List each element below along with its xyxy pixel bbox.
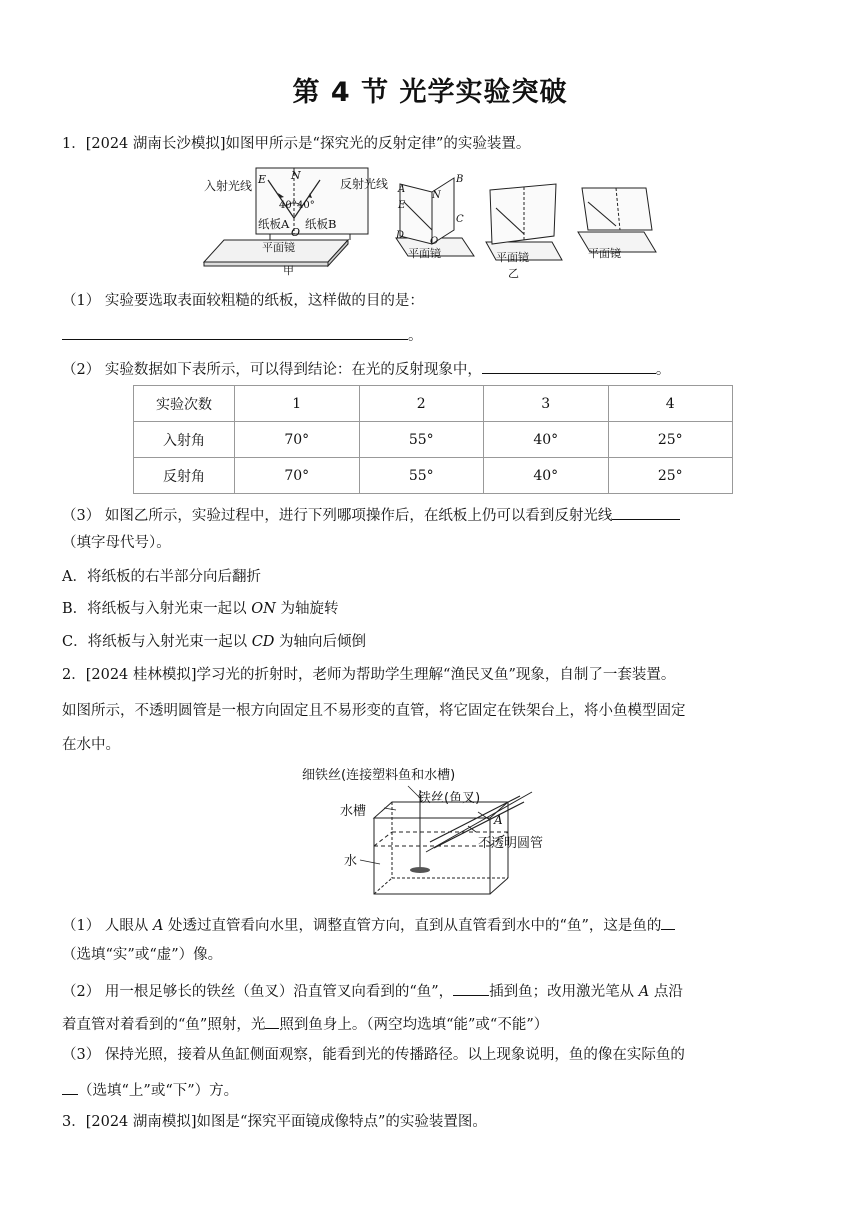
q2-part2-var: A xyxy=(638,984,650,1000)
q2-part2-line-2 xyxy=(62,1012,548,1035)
q2-part1-b: 处透过直管看向水里，调整直管方向，直到从直管看到水中的“鱼”，这是鱼的 xyxy=(163,918,662,934)
table-cell: 2 xyxy=(359,386,484,422)
q1-part2-end: 。 xyxy=(655,362,671,378)
q2-part2: （2） 用一根足够长的铁丝（鱼叉）沿直管叉向看到的“鱼”， xyxy=(62,984,454,1000)
label-tube: 不透明圆管 xyxy=(478,836,544,851)
table-cell: 70° xyxy=(235,458,360,494)
q2-part1-blank[interactable] xyxy=(661,913,675,930)
q2-part2-blank-2[interactable] xyxy=(265,1012,279,1029)
page-title: 第 4 节 光学实验突破 xyxy=(292,77,568,108)
yi-label-e: E xyxy=(398,200,406,211)
label-o: O xyxy=(291,226,301,239)
caption-jia: 甲 xyxy=(283,264,294,277)
label-tank: 水槽 xyxy=(340,804,367,819)
q1-part3-line xyxy=(62,503,680,526)
q1-part2: （2） 实验数据如下表所示，可以得到结论：在光的反射现象中， xyxy=(62,362,482,378)
table-row xyxy=(134,458,733,494)
table-cell: 55° xyxy=(359,422,484,458)
label-thin-wire: 细铁丝(连接塑料鱼和水槽) xyxy=(302,768,456,783)
q2-part1: （1） 人眼从 xyxy=(62,918,153,934)
table-cell: 25° xyxy=(608,458,733,494)
q2-part1-var: A xyxy=(152,918,164,934)
q1-part2-blank[interactable] xyxy=(482,357,656,374)
q1-stem: 1．[2024 湖南长沙模拟]如图甲所示是“探究光的反射定律”的实验装置。 xyxy=(62,136,531,152)
q2-part2-line xyxy=(62,979,683,1002)
q3-stem: 3．[2024 湖南模拟]如图是“探究平面镜成像特点”的实验装置图。 xyxy=(62,1114,487,1130)
yi-label-mirror: 平面镜 xyxy=(408,247,441,260)
yi-label-o: O xyxy=(430,236,439,247)
table-header-row xyxy=(134,386,733,422)
q2-part1-hint: （选填“实”或“虚”）像。 xyxy=(62,947,223,963)
label-incident-ray: 入射光线 xyxy=(204,179,253,193)
table-cell: 55° xyxy=(359,458,484,494)
q1-option-c-end: 为轴向后倾倒 xyxy=(274,634,367,650)
q2-part2-d: 着直管对着看到的“鱼”照射，光 xyxy=(62,1017,266,1033)
q1-option-b-text: B．将纸板与入射光束一起以 xyxy=(62,601,252,617)
yi-label-mirror-2: 平面镜 xyxy=(496,251,529,264)
yi-label-n: N xyxy=(432,190,441,201)
label-board-a: 纸板A xyxy=(258,217,290,231)
table-cell: 4 xyxy=(608,386,733,422)
table-cell: 反射角 xyxy=(134,458,235,494)
table-cell: 1 xyxy=(235,386,360,422)
label-board-b: 纸板B xyxy=(305,217,337,231)
q2-part3-blank[interactable] xyxy=(62,1078,78,1095)
q1-part3-blank[interactable] xyxy=(612,503,680,520)
label-angle-reflected: 40° xyxy=(297,200,315,211)
yi-label-b: B xyxy=(456,174,464,185)
q1-part2-line xyxy=(62,357,670,380)
table-cell: 实验次数 xyxy=(134,386,235,422)
reflection-data-table xyxy=(133,385,733,494)
q1-part1: （1） 实验要选取表面较粗糙的纸板，这样做的目的是： xyxy=(62,293,424,309)
label-e: E xyxy=(258,173,267,186)
table-row xyxy=(134,422,733,458)
q2-stem-3: 在水中。 xyxy=(62,737,120,753)
q1-part3: （3） 如图乙所示，实验过程中，进行下列哪项操作后，在纸板上仍可以看到反射光线 xyxy=(62,508,613,524)
q2-part2-c: 点沿 xyxy=(649,984,683,1000)
q2-part3: （3） 保持光照，接着从鱼缸侧面观察，能看到光的传播路径。以上现象说明，鱼的像在实际鱼的 xyxy=(62,1047,685,1063)
label-mirror-jia: 平面镜 xyxy=(262,241,295,254)
yi-label-d: D xyxy=(396,230,405,241)
table-cell: 40° xyxy=(484,458,609,494)
q2-part3-b: （选填“上”或“下”）方。 xyxy=(78,1083,239,1099)
q2-part2-e: 照到鱼身上。（两空均选填“能”或“不能”） xyxy=(279,1017,549,1033)
label-angle-incident: 40° xyxy=(279,200,297,211)
table-cell: 40° xyxy=(484,422,609,458)
q1-part1-blank-line xyxy=(62,323,423,346)
q1-part3-hint: （填字母代号）。 xyxy=(62,535,171,551)
q1-part1-blank[interactable] xyxy=(62,323,408,340)
yi-label-mirror-3: 平面镜 xyxy=(588,247,621,260)
label-point-a: A xyxy=(494,813,503,827)
label-water: 水 xyxy=(344,854,358,869)
table-cell: 3 xyxy=(484,386,609,422)
q1-option-a: A．将纸板的右半部分向后翻折 xyxy=(62,569,261,585)
q2-stem-1: 2．[2024 桂林模拟]学习光的折射时，老师为帮助学生理解“渔民叉鱼”现象，自制了一套装置。 xyxy=(62,667,676,683)
yi-label-a: A xyxy=(398,184,406,195)
q2-part3-line-2 xyxy=(62,1078,238,1101)
q1-part1-end: 。 xyxy=(408,328,423,344)
yi-label-c: C xyxy=(456,214,464,225)
caption-yi: 乙 xyxy=(508,267,519,280)
table-cell: 入射角 xyxy=(134,422,235,458)
q1-option-c-var: CD xyxy=(251,634,275,650)
q2-part1-line xyxy=(62,913,675,936)
label-n: N xyxy=(291,169,301,182)
q2-part2-blank-1[interactable] xyxy=(453,979,489,996)
q1-option-b-end: 为轴旋转 xyxy=(275,601,339,617)
q1-option-b-var: ON xyxy=(251,601,276,617)
label-reflected-ray: 反射光线 xyxy=(340,177,389,191)
q1-option-c-text: C．将纸板与入射光束一起以 xyxy=(62,634,252,650)
table-cell: 25° xyxy=(608,422,733,458)
q2-stem-2: 如图所示，不透明圆管是一根方向固定且不易形变的直管，将它固定在铁架台上，将小鱼模型固定 xyxy=(62,703,686,719)
table-cell: 70° xyxy=(235,422,360,458)
q1-option-c xyxy=(62,632,366,652)
label-spear: 铁丝(鱼叉) xyxy=(418,791,481,806)
q2-part2-b: 插到鱼；改用激光笔从 xyxy=(489,984,639,1000)
q1-option-b xyxy=(62,599,338,619)
